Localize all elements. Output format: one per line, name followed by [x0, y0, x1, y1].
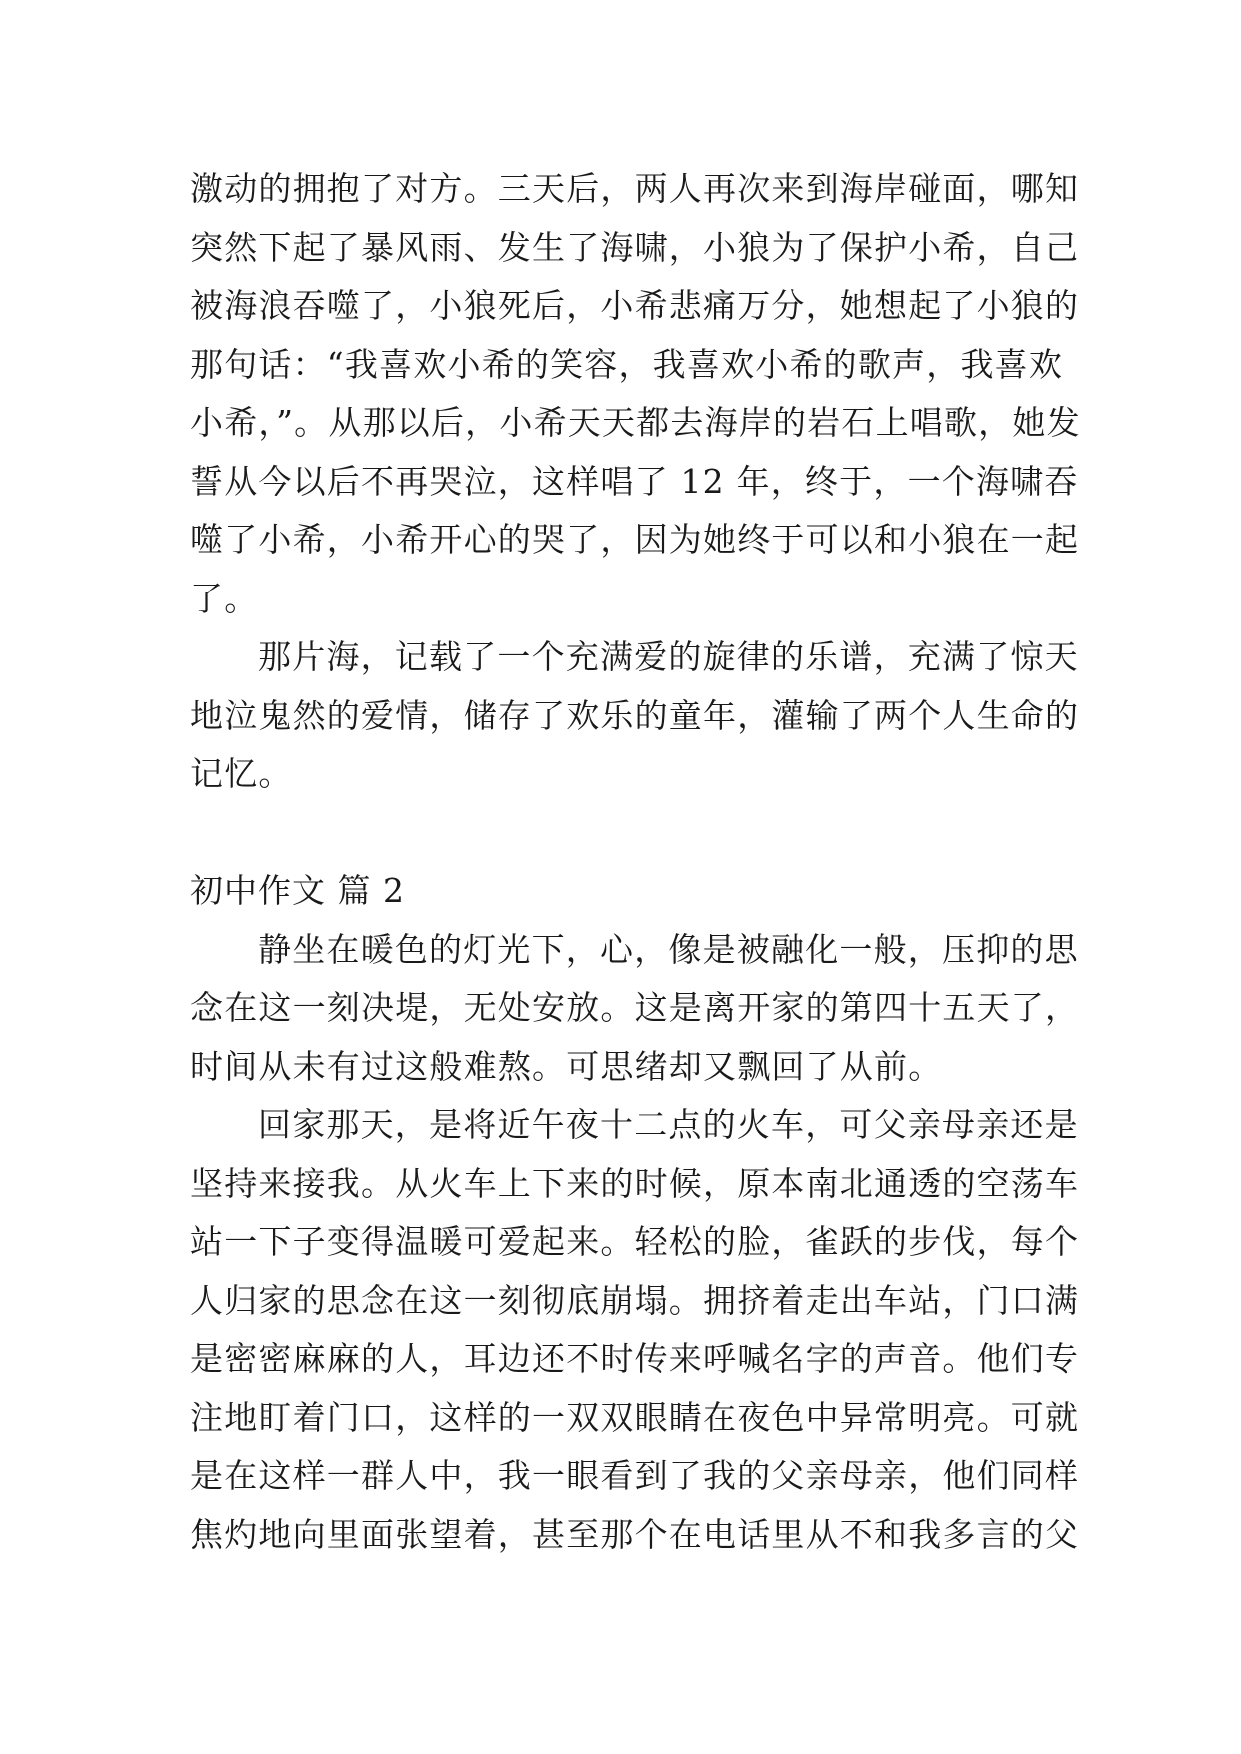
text-line: 人归家的思念在这一刻彻底崩塌。拥挤着走出车站，门口满 [190, 1280, 1080, 1320]
text-line: 记忆。 [190, 754, 293, 793]
text-line: 噬了小希，小希开心的哭了，因为她终于可以和小狼在一起 [190, 520, 1080, 559]
text-line: 那片海，记载了一个充满爱的旋律的乐谱，充满了惊天 [258, 637, 1079, 676]
text-line: 是密密麻麻的人，耳边还不时传来呼喊名字的声音。他们专 [190, 1339, 1080, 1378]
section-gap [190, 804, 1060, 863]
document-page [190, 160, 1081, 1564]
text-line: 时间从未有过这般难熬。可思绪却又飘回了从前。 [190, 1046, 943, 1086]
text-line: 是在这样一群人中，我一眼看到了我的父亲母亲，他们同样 [190, 1456, 1080, 1495]
paragraph-2 [190, 628, 1080, 804]
text-line: 念在这一刻决堤，无处安放。这是离开家的第四十五天了， [190, 988, 1080, 1027]
text-line: 坚持来接我。从火车上下来的时候，原本南北通透的空荡车 [190, 1163, 1080, 1203]
text-line: 激动的拥抱了对方。三天后，两人再次来到海岸碰面，哪知 [190, 169, 1080, 208]
text-line: 静坐在暖色的灯光下，心，像是被融化一般，压抑的思 [258, 929, 1079, 969]
paragraph-1 [190, 160, 1081, 628]
text-line: 小希，”。从那以后，小希天天都去海岸的岩石上唱歌，她发 [190, 403, 1081, 442]
text-line: 站一下子变得温暖可爱起来。轻松的脸，雀跃的步伐，每个 [190, 1222, 1080, 1261]
text-line: 被海浪吞噬了，小狼死后，小希悲痛万分，她想起了小狼的 [190, 286, 1080, 325]
text-line: 突然下起了暴风雨、发生了海啸，小狼为了保护小希，自己 [190, 227, 1080, 267]
paragraph-4 [190, 1096, 1080, 1564]
text-line: 那句话：“我喜欢小希的笑容，我喜欢小希的歌声，我喜欢 [190, 344, 1064, 384]
text-line: 了。 [190, 578, 259, 618]
text-line: 注地盯着门口，这样的一双双眼睛在夜色中异常明亮。可就 [190, 1397, 1080, 1437]
section-heading: 初中作文 篇 2 [190, 871, 405, 910]
text-line: 地泣鬼然的爱情，储存了欢乐的童年，灌输了两个人生命的 [190, 695, 1080, 735]
paragraph-3 [190, 921, 1080, 1097]
text-line: 誓从今以后不再哭泣，这样唱了 12 年，终于，一个海啸吞 [190, 461, 1079, 501]
text-line: 回家那天，是将近午夜十二点的火车，可父亲母亲还是 [258, 1105, 1079, 1144]
text-line: 焦灼地向里面张望着，甚至那个在电话里从不和我多言的父 [190, 1514, 1080, 1554]
